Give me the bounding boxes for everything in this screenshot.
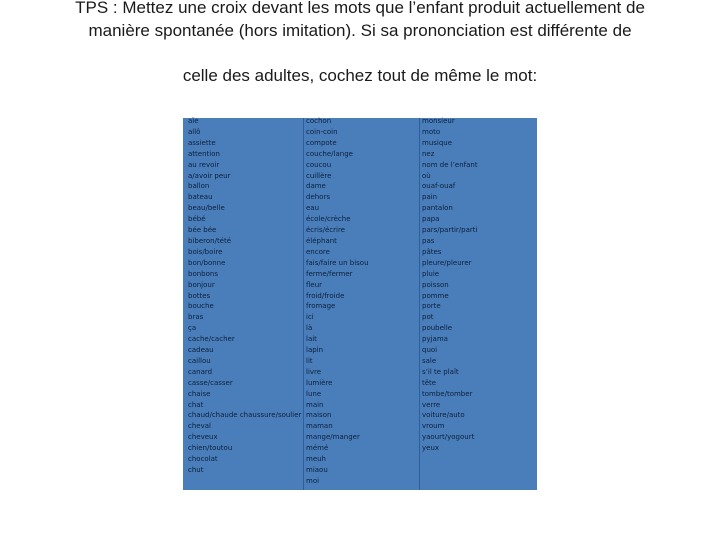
word-item: au revoir	[188, 160, 220, 169]
word-item: livre	[306, 367, 322, 376]
word-item: lit	[306, 356, 313, 365]
word-item: fromage	[306, 302, 336, 311]
word-item: allô	[188, 127, 201, 136]
word-item: chaud/chaude chaussure/soulier	[188, 411, 302, 420]
word-item: bon/bonne	[188, 258, 226, 267]
word-item: main	[306, 400, 324, 409]
word-item: yaourt/yogourt	[422, 433, 475, 442]
word-item: mange/manger	[306, 433, 360, 442]
word-item: miaou	[306, 466, 328, 474]
column-divider	[303, 118, 304, 490]
word-item: pâtes	[422, 247, 442, 256]
word-item: dehors	[306, 193, 330, 202]
instruction-line-3: celle des adultes, cochez tout de même le mot:	[182, 66, 538, 85]
word-item: pas	[422, 236, 435, 245]
column-divider	[419, 118, 420, 490]
word-item: moi	[306, 476, 320, 485]
word-item: écris/écrire	[306, 226, 345, 235]
word-item: lune	[306, 389, 322, 398]
word-item: tête	[422, 378, 437, 387]
word-item: lait	[306, 335, 317, 344]
word-item: froid/froide	[306, 291, 345, 300]
word-item: pomme	[422, 291, 449, 300]
word-item: lumière	[306, 378, 333, 387]
word-item: compote	[306, 138, 337, 147]
word-item: verre	[422, 400, 441, 409]
word-item: papa	[422, 215, 440, 224]
word-item: pantalon	[422, 204, 453, 213]
word-item: maison	[306, 411, 332, 420]
word-item: meuh	[306, 455, 326, 464]
word-item: ouaf-ouaf	[422, 182, 456, 191]
word-item: éléphant	[306, 236, 337, 245]
word-item: yeux	[422, 444, 440, 453]
word-item: cheveux	[188, 433, 218, 442]
word-item: bébé	[188, 215, 206, 224]
word-item: beau/belle	[188, 204, 225, 213]
word-item: a/avoir peur	[188, 171, 231, 180]
word-item: quoi	[422, 346, 438, 355]
word-item: attention	[188, 149, 220, 158]
word-item: mémé	[306, 444, 329, 453]
word-item: bonjour	[188, 280, 215, 289]
word-item: là	[306, 324, 313, 333]
word-column-1	[188, 116, 301, 476]
word-item: poubelle	[422, 324, 453, 333]
word-item: maman	[306, 422, 333, 431]
word-item: chaise	[188, 389, 211, 398]
word-item: nom de l’enfant	[422, 160, 478, 169]
word-item: bée bée	[188, 226, 217, 235]
word-item: ballon	[188, 182, 210, 191]
word-item: dame	[306, 182, 326, 191]
word-item: cheval	[188, 422, 211, 431]
word-item: pain	[422, 193, 438, 202]
word-item: moto	[422, 127, 441, 136]
word-item: tombe/tomber	[422, 389, 473, 398]
word-item: bois/boire	[188, 247, 223, 256]
word-item: coin-coin	[306, 127, 338, 136]
word-item: école/crèche	[306, 215, 351, 224]
instruction-line-1: TPS : Mettez une croix devant les mots que l’enfant produit actuellement de	[75, 0, 645, 17]
word-item: chat	[188, 400, 204, 409]
word-item: assiette	[188, 138, 216, 147]
word-item: chut	[188, 466, 204, 474]
word-item: bateau	[188, 193, 213, 202]
word-item: caillou	[188, 356, 211, 365]
word-item: nez	[422, 149, 435, 158]
word-item: fleur	[306, 280, 323, 289]
word-item: où	[422, 171, 431, 180]
word-item: vroum	[422, 422, 445, 431]
word-item: s’il te plaît	[422, 367, 459, 376]
word-item: fais/faire un bisou	[306, 258, 369, 267]
word-item: coucou	[306, 160, 332, 169]
word-item: cuillère	[306, 171, 332, 180]
word-item: bouche	[188, 302, 214, 311]
word-item: pars/partir/parti	[422, 226, 478, 235]
instruction-line-2: manière spontanée (hors imitation). Si sa prononciation est différente de	[88, 21, 632, 40]
word-item: aïe	[188, 117, 199, 125]
word-item: voiture/auto	[422, 411, 465, 420]
word-item: chien/toutou	[188, 444, 233, 453]
word-item: bottes	[188, 291, 211, 300]
word-item: couche/lange	[306, 149, 353, 158]
word-item: ici	[306, 313, 314, 322]
word-item: cache/cacher	[188, 335, 235, 344]
word-item: pot	[422, 313, 434, 322]
word-item: porte	[422, 302, 441, 311]
word-item: cochon	[306, 117, 332, 125]
word-item: pyjama	[422, 335, 448, 344]
overflow-word: chaussure/soulier	[239, 411, 302, 420]
word-item: pluie	[422, 269, 440, 278]
word-item: ferme/fermer	[306, 269, 353, 278]
word-column-3	[422, 116, 478, 454]
word-item: casse/casser	[188, 378, 233, 387]
word-item: chocolat	[188, 455, 218, 464]
word-item: pleure/pleurer	[422, 258, 472, 267]
word-item: lapin	[306, 346, 324, 355]
word-item: sale	[422, 356, 437, 365]
word-column-2	[306, 116, 369, 487]
word-item: canard	[188, 367, 213, 376]
word-item: encore	[306, 247, 330, 256]
word-item: musique	[422, 138, 453, 147]
word-item: ça	[188, 324, 197, 333]
word-item: bras	[188, 313, 204, 322]
word-item: biberon/tété	[188, 236, 232, 245]
word-item: poisson	[422, 280, 449, 289]
word-item: monsieur	[422, 117, 455, 125]
word-item: bonbons	[188, 269, 218, 278]
word-item: eau	[306, 204, 320, 213]
word-item: cadeau	[188, 346, 214, 355]
